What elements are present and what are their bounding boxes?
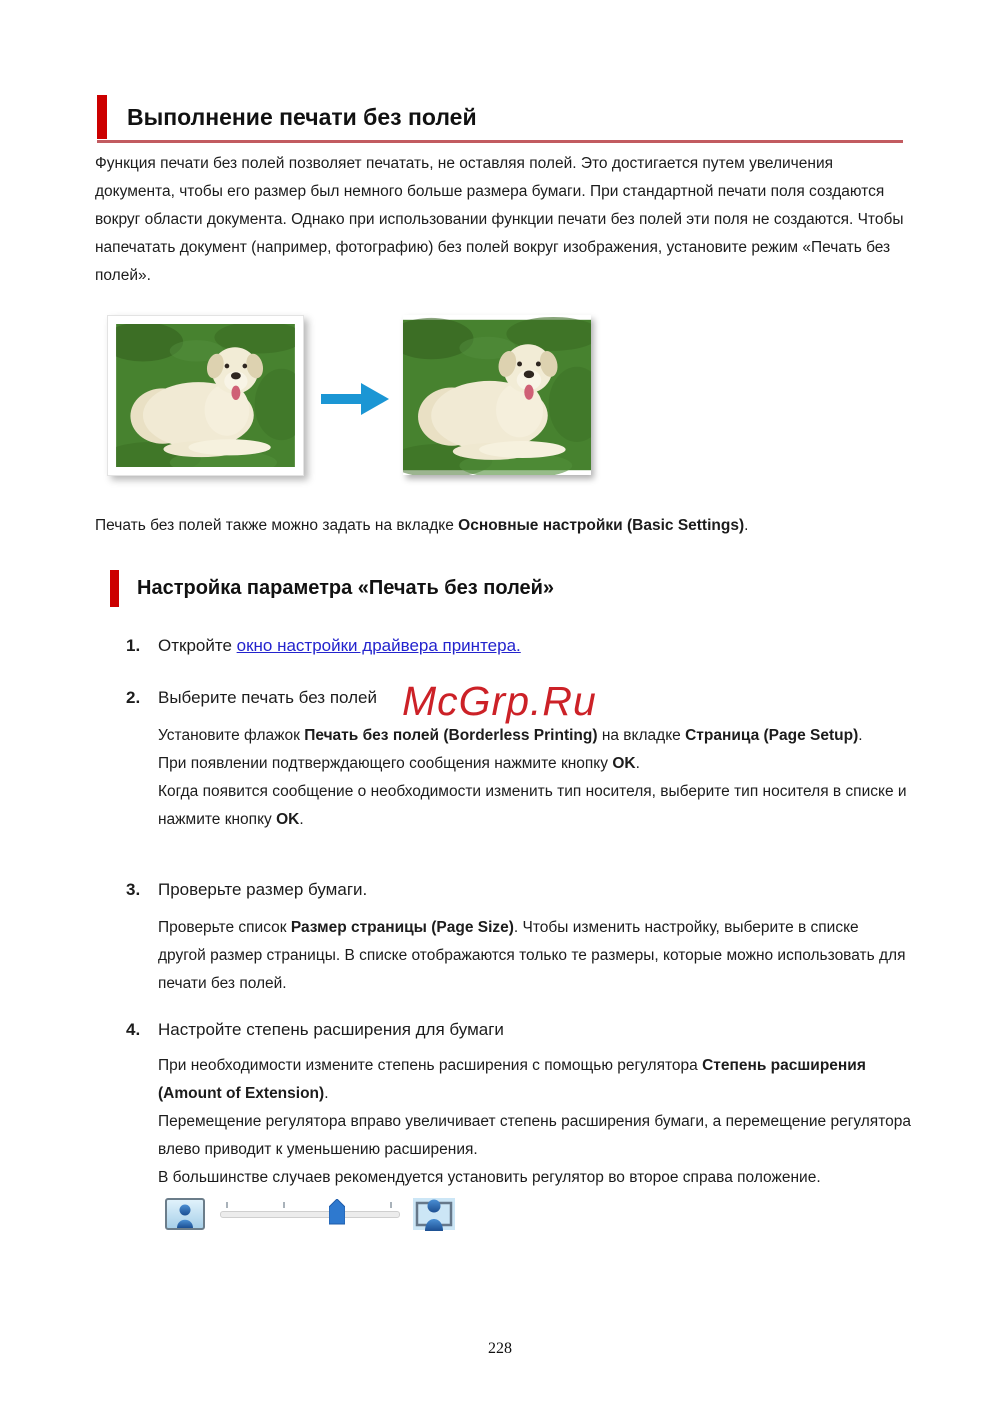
text-segment: . Чтобы изменить настройку, выберите в списке другой размер страницы. В списке отображаются только те размеры, которые можно использовать для печати без полей.	[158, 919, 906, 992]
step-2	[126, 686, 377, 710]
note-text: Печать без полей также можно задать на вкладке	[95, 517, 459, 534]
text-segment: При необходимости измените степень расширения с помощью регулятора	[158, 1057, 703, 1074]
slider-tick-4	[390, 1202, 392, 1208]
text-segment: При появлении подтверждающего сообщения нажмите кнопку	[158, 755, 613, 772]
slider-tick-2	[283, 1202, 285, 1208]
step-1-text: Откройте	[158, 636, 237, 655]
step-1	[126, 634, 521, 658]
mcgrp-watermark: McGrp.Ru	[402, 678, 597, 724]
dog-photo-borderless	[403, 315, 591, 475]
note-bold: Основные настройки (Basic Settings)	[458, 517, 745, 534]
step-2-paragraph-2	[158, 750, 910, 778]
section-header	[110, 570, 554, 607]
step-4-paragraph-1	[158, 1052, 920, 1108]
section-accent-bar	[110, 570, 119, 607]
step-2-paragraph-1	[158, 722, 910, 750]
step-3-number: 3.	[126, 880, 141, 899]
person-beyond-frame-icon	[413, 1195, 455, 1238]
basic-settings-note	[95, 512, 913, 540]
text-segment: Установите флажок	[158, 727, 305, 744]
step-3-title: Проверьте размер бумаги.	[158, 880, 368, 899]
step-3-paragraph-1	[158, 914, 910, 998]
bold-segment: OK	[612, 755, 636, 772]
step-1-number: 1.	[126, 636, 141, 655]
text-segment: Когда появится сообщение о необходимости изменить тип носителя, выберите тип носителя в списке и нажмите кнопку	[158, 783, 907, 828]
text-segment: .	[324, 1085, 329, 1102]
page-title: Выполнение печати без полей	[127, 103, 477, 130]
step-4-title: Настройте степень расширения для бумаги	[158, 1020, 504, 1039]
slider-tick-1	[226, 1202, 228, 1208]
step-3-body	[158, 914, 910, 998]
page-title-block	[97, 95, 477, 139]
note-period: .	[744, 517, 749, 534]
bordered-print-image	[107, 315, 304, 476]
slider-track	[220, 1211, 400, 1218]
bold-segment: OK	[276, 811, 300, 828]
step-2-body	[158, 722, 910, 834]
step-2-title: Выберите печать без полей	[158, 688, 377, 707]
step-3	[126, 878, 367, 902]
title-underline	[97, 140, 903, 143]
step-2-number: 2.	[126, 688, 141, 707]
bold-segment: Размер страницы (Page Size)	[290, 919, 514, 936]
bold-segment: Степень расширения (Amount of Extension)	[158, 1057, 866, 1102]
dog-photo-with-margins	[116, 324, 295, 467]
bold-segment: Страница (Page Setup)	[685, 727, 859, 744]
text-segment: на вкладке	[597, 727, 686, 744]
text-segment: .	[858, 727, 863, 744]
step-4-number: 4.	[126, 1020, 141, 1039]
step-4	[126, 1018, 504, 1042]
intro-paragraph: Функция печати без полей позволяет печатать, не оставляя полей. Это достигается путем увеличения документа, чтобы его размер был немного больше размера бумаги. При стандартной печати поля создаются вокруг области документа. Однако при использовании функции печати без полей эти поля не создаются. Чтобы напечатать документ (например, фотографию) без полей вокруг изображения, установите режим «Печать без полей».	[95, 155, 904, 284]
step-4-paragraph-2: Перемещение регулятора вправо увеличивает степень расширения бумаги, а перемещение регулятора влево приводит к уменьшению расширения.	[158, 1113, 911, 1158]
person-in-frame-icon	[165, 1198, 205, 1235]
step-4-paragraph-3: В большинстве случаев рекомендуется установить регулятор во второе справа положение.	[158, 1169, 821, 1186]
section-title: Настройка параметра «Печать без полей»	[137, 577, 555, 599]
borderless-print-image	[403, 315, 591, 475]
text-segment: Проверьте список	[158, 919, 291, 936]
step-1-title	[158, 634, 521, 658]
text-segment: .	[299, 811, 304, 828]
bold-segment: Печать без полей (Borderless Printing)	[304, 727, 598, 744]
borderless-comparison-figure	[107, 315, 591, 476]
amount-of-extension-slider-figure	[165, 1195, 457, 1241]
page-number: 228	[488, 1340, 512, 1357]
arrow-right-icon	[321, 383, 389, 420]
title-accent-bar	[97, 95, 107, 139]
text-segment: .	[635, 755, 640, 772]
step-4-body	[158, 1052, 920, 1192]
step-2-paragraph-3	[158, 778, 910, 834]
slider-thumb	[329, 1199, 345, 1230]
driver-setup-window-link[interactable]: окно настройки драйвера принтера.	[236, 636, 521, 655]
